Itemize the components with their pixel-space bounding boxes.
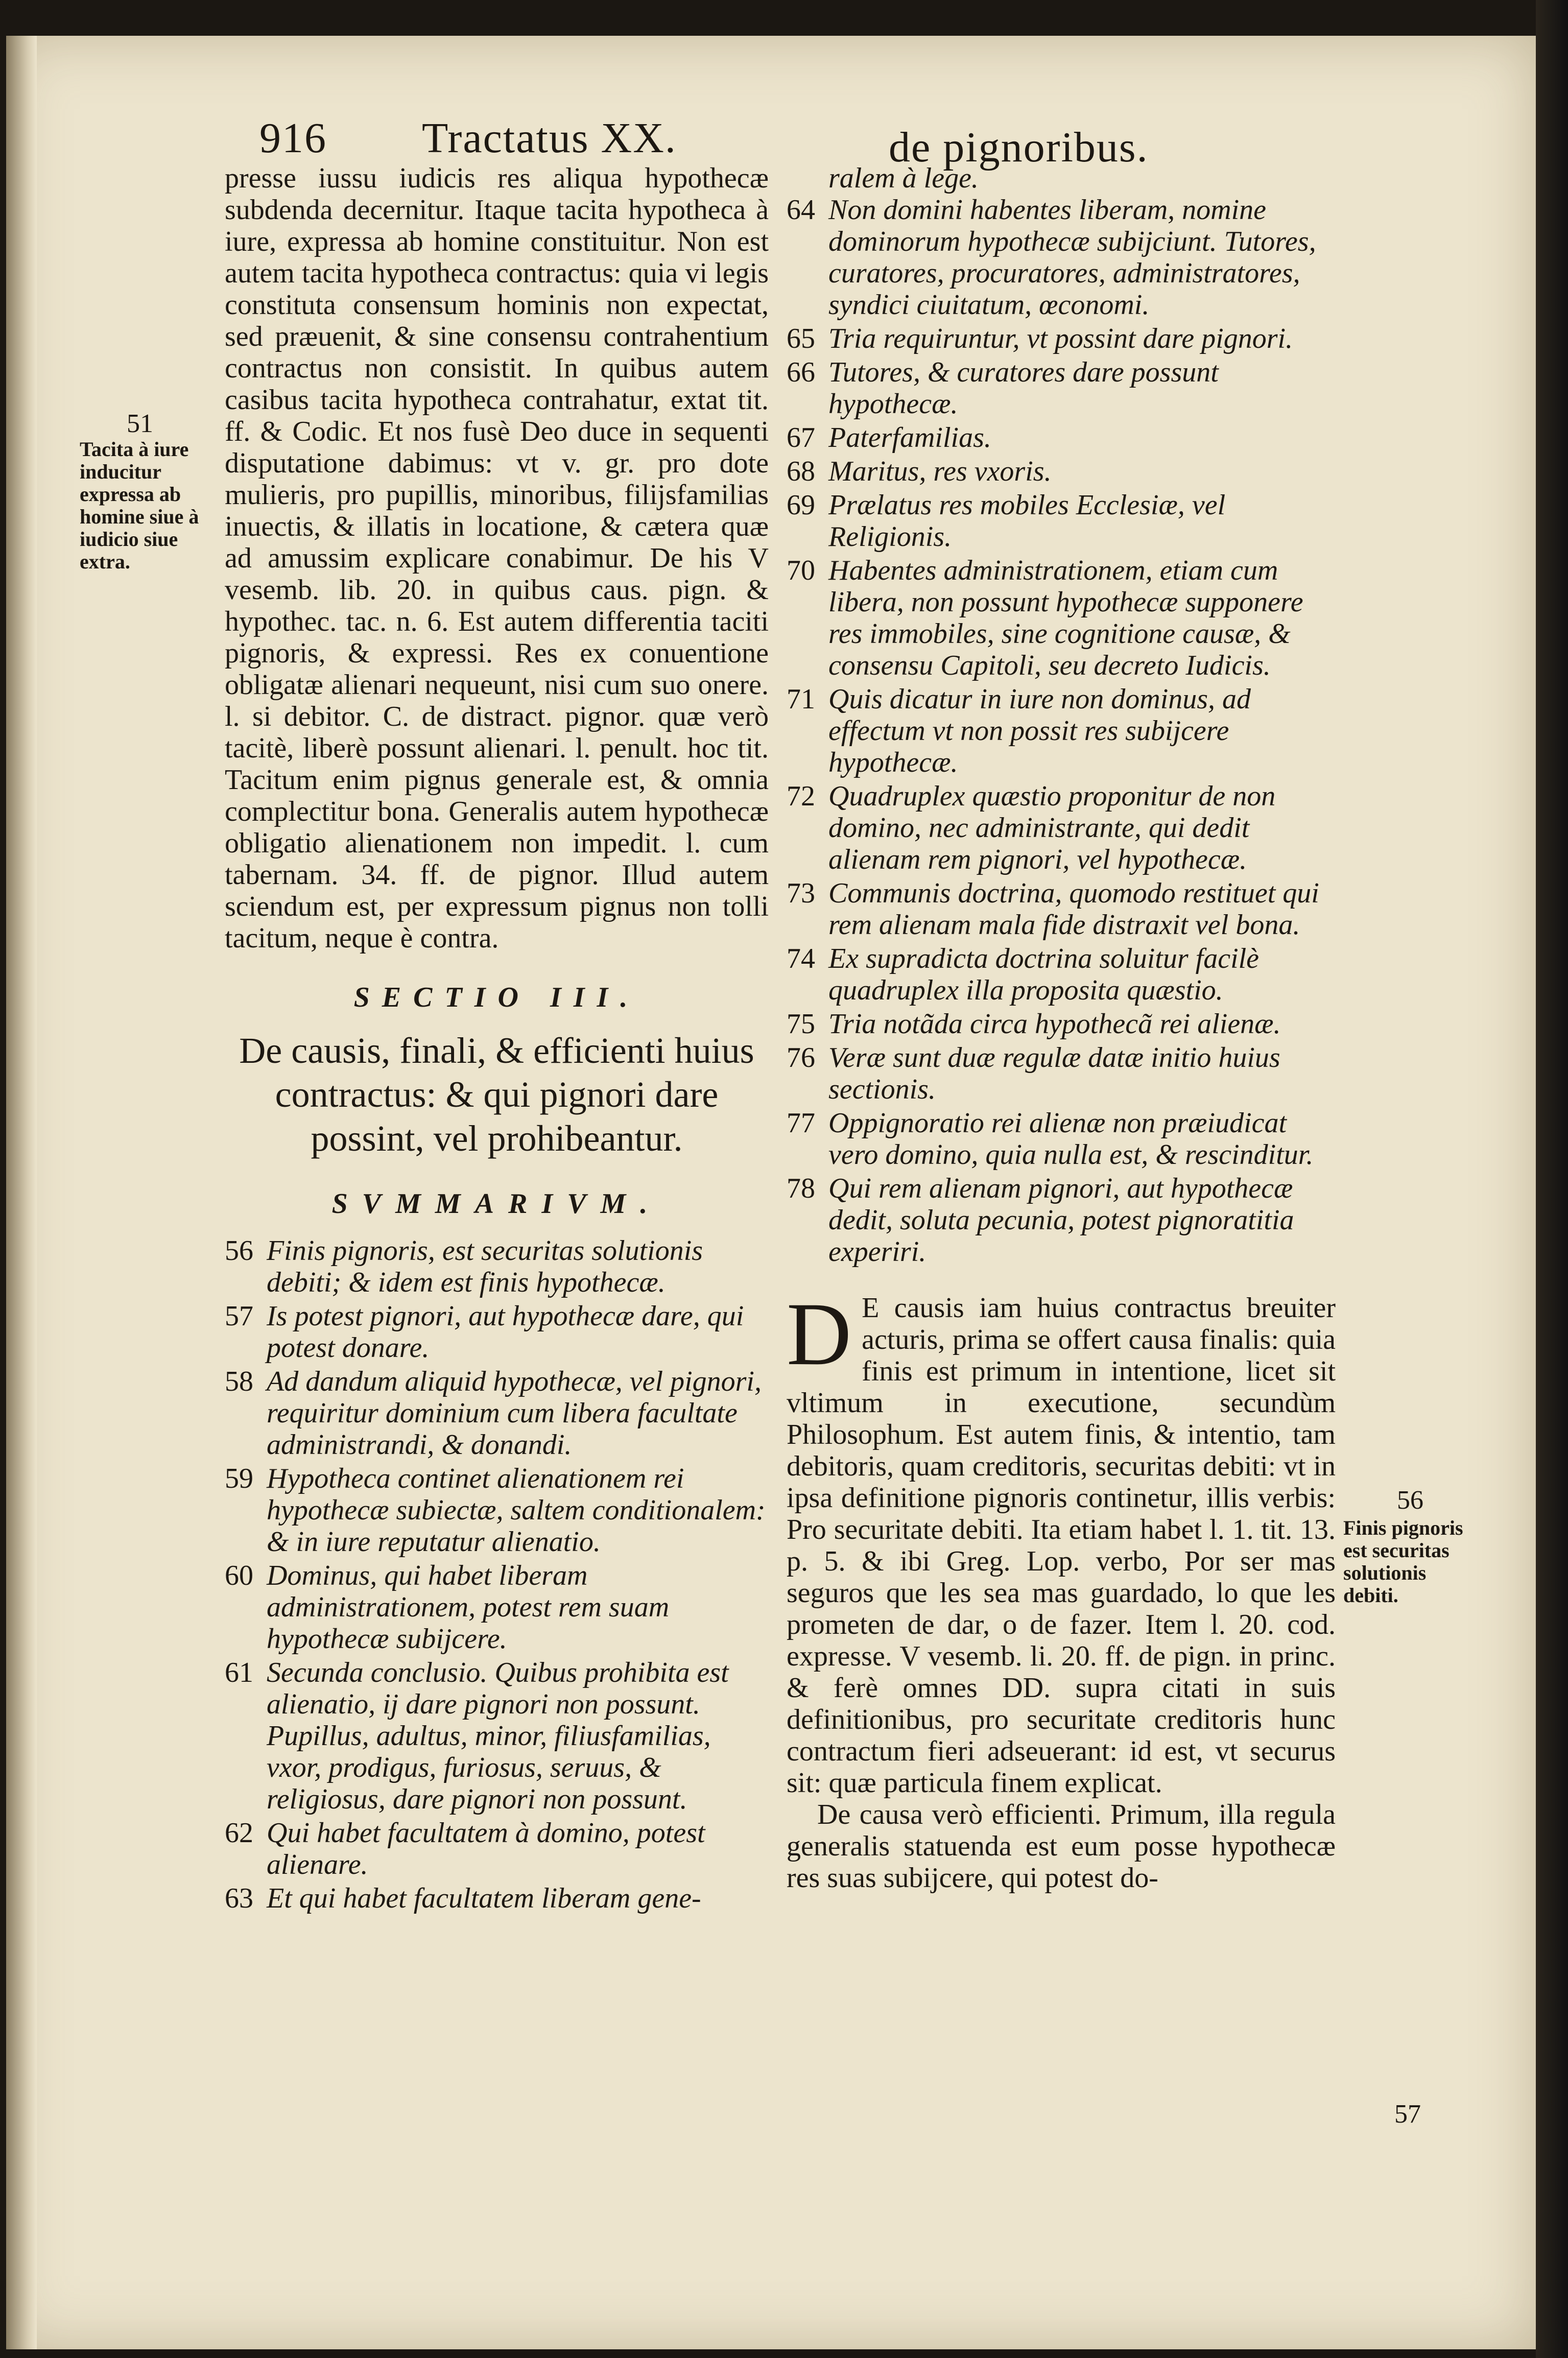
summary-item-number: 57 xyxy=(225,1300,253,1332)
summary-list xyxy=(787,194,1336,1268)
summary-item-text: Tria requiruntur, vt possint dare pignori. xyxy=(828,323,1293,354)
summary-item-number: 77 xyxy=(787,1107,815,1139)
summary-item-text: Communis doctrina, quomodo restituet qui rem alienam mala fide distraxit vel bona. xyxy=(828,877,1319,941)
margin-note-left: Tacita à iure inducitur expressa ab homine siue à iudicio siue extra. xyxy=(80,438,199,573)
summary-item xyxy=(225,1883,769,1914)
summary-item-text: Hypotheca continet alienationem rei hypothecæ subiectæ, saltem conditionalem: & in iure reputatur alienatio. xyxy=(267,1463,766,1558)
summary-item-number: 63 xyxy=(225,1883,253,1914)
summary-item-text: Oppignoratio rei alienæ non præiudicat vero domino, quia nulla est, & rescinditur. xyxy=(828,1107,1314,1171)
drop-cap: D xyxy=(787,1284,852,1384)
summary-item-text: Tria notãda circa hypothecã rei alienæ. xyxy=(828,1008,1281,1040)
summary-item-text: Qui habet facultatem à domino, potest alienare. xyxy=(267,1817,705,1880)
summary-item xyxy=(787,356,1336,420)
summary-item-number: 60 xyxy=(225,1560,253,1591)
summary-item-text: Is potest pignori, aut hypothecæ dare, qui potest donare. xyxy=(267,1300,744,1364)
summary-item-text: Habentes administrationem, etiam cum libera, non possunt hypothecæ supponere res immobiles, sine cognitione causæ, & consensu Capitoli, seu decreto Iudicis. xyxy=(828,555,1303,681)
page-binding xyxy=(6,36,37,2349)
body-paragraph: E causis iam huius contractus breuiter acturis, prima se offert causa finalis: quia finis est primum in intentione, licet sit vltimum in executione, secundùm Philosophum. Est autem finis, & intentio, tam debitoris, quam creditoris, securitas debiti: vt in ipsa definitione pignoris continetur, illis verbis: Pro securitate debiti. Ita etiam habet l. 1. tit. 13. p. 5. & ibi Greg. Lop. verbo, Por ser mas seguros que les sea mas guardado, lo que les prometen de dar, o de fazer. Item l. 20. cod. expresse. V vesemb. li. 20. ff. de pign. in princ. & ferè omnes DD. supra citati in suis definitionibus, pro securitate creditoris hunc contractum fieri adseuerant: id est, vt securus sit: quæ particula finem explicat. xyxy=(787,1292,1336,1799)
summary-item-text: Qui rem alienam pignori, aut hypothecæ dedit, soluta pecunia, potest pignoratitia experiri. xyxy=(828,1173,1294,1268)
right-column xyxy=(787,162,1336,1894)
summary-item-text: Tutores, & curatores dare possunt hypothecæ. xyxy=(828,356,1219,420)
margin-note-number: 56 xyxy=(1397,1486,1423,1515)
summary-item xyxy=(787,456,1336,487)
summary-item xyxy=(225,1657,769,1815)
section-heading: De causis, finali, & efficienti huius contractus: & qui pignori dare possint, vel prohibeantur. xyxy=(239,1030,754,1159)
summary-item-number: 62 xyxy=(225,1817,253,1849)
running-title-left: Tractatus XX. xyxy=(422,114,677,162)
summary-item-number: 76 xyxy=(787,1042,815,1074)
summary-item xyxy=(787,1042,1336,1105)
summary-item-text: Quadruplex quæstio proponitur de non domino, nec administrante, qui dedit alienam rem pignori, vel hypothecæ. xyxy=(828,780,1276,875)
summary-item-number: 58 xyxy=(225,1366,253,1397)
summary-item xyxy=(225,1463,769,1558)
summary-item-number: 68 xyxy=(787,456,815,487)
summary-item-text: Et qui habet facultatem liberam gene- xyxy=(267,1883,701,1914)
section-label: SECTIO III. xyxy=(353,982,640,1013)
summary-item-text: Prælatus res mobiles Ecclesiæ, vel Religionis. xyxy=(828,489,1226,553)
left-column xyxy=(225,162,769,1916)
summary-item-text: Quis dicatur in iure non dominus, ad effectum vt non possit res subijcere hypothecæ. xyxy=(828,683,1251,778)
summary-item-number: 74 xyxy=(787,943,815,974)
summary-item xyxy=(225,1366,769,1461)
summary-item xyxy=(787,1008,1336,1040)
summary-item xyxy=(787,194,1336,321)
page-number: 916 xyxy=(259,114,327,162)
body-paragraph: presse iussu iudicis res aliqua hypothecæ subdenda decernitur. Itaque tacita hypotheca à iure, expressa ab homine constituitur. Non est autem tacita hypotheca contractus: quia vi legis constituta consensum hominis non expectat, sed præuenit, & sine consensu contrahentium contractus non consistit. In quibus autem casibus tacita hypotheca contrahatur, extat tit. ff. & Codic. Et nos fusè Deo duce in sequenti disputatione dabimus: vt v. gr. pro dote mulieris, pro pupillis, minoribus, filijsfamilias inuectis, & illatis in locatione, & cætera quæ ad amussim explicare conabimur. De his V vesemb. lib. 20. in quibus caus. pign. & hypothec. tac. n. 6. Est autem differentia taciti pignoris, & expressi. Res ex conuentione obligatæ alienari nequeunt, nisi cum suo onere. l. si debitor. C. de distract. pignor. quæ verò tacitè, liberè possunt alienari. l. penult. hoc tit. Tacitum enim pignus generale est, & omnia complectitur bona. Generalis autem hypothecæ obligatio alienationem non impedit. l. cum tabernam. 34. ff. de pignor. Illud autem sciendum est, per expressum pignus non tolli tacitum, neque è contra. xyxy=(225,162,769,954)
summary-item-number: 72 xyxy=(787,780,815,812)
summary-item-text: Paterfamilias. xyxy=(828,422,991,454)
summary-item-number: 56 xyxy=(225,1235,253,1267)
summary-item xyxy=(787,1173,1336,1268)
summary-item-number: 67 xyxy=(787,422,815,454)
summary-item-text: Ad dandum aliquid hypothecæ, vel pignori, requiritur dominium cum libera facultate administrandi, & donandi. xyxy=(267,1366,762,1461)
summary-item xyxy=(787,323,1336,354)
summary-item-number: 73 xyxy=(787,877,815,909)
summary-item xyxy=(787,422,1336,454)
summary-item-text: Non domini habentes liberam, nomine dominorum hypothecæ subijciunt. Tutores, curatores, procuratores, administratores, syndici ciuitatum, œconomi. xyxy=(828,194,1316,321)
summary-item xyxy=(787,780,1336,875)
summary-item xyxy=(787,943,1336,1006)
summary-item xyxy=(787,555,1336,681)
summary-item-text: Veræ sunt duæ regulæ datæ initio huius sectionis. xyxy=(828,1042,1280,1105)
summarium-label: SVMMARIVM. xyxy=(331,1188,662,1220)
margin-note-number: 51 xyxy=(127,409,153,438)
summary-item-number: 78 xyxy=(787,1173,815,1204)
summary-item xyxy=(225,1560,769,1655)
summary-item xyxy=(225,1235,769,1298)
summary-item xyxy=(787,877,1336,941)
summary-item-number: 71 xyxy=(787,683,815,715)
margin-note-number: 57 xyxy=(1394,2100,1421,2129)
summary-item-number: 66 xyxy=(787,356,815,388)
summary-item-number: 75 xyxy=(787,1008,815,1040)
summary-item xyxy=(225,1817,769,1880)
summary-item-text: Ex supradicta doctrina soluitur facilè quadruplex illa proposita quæstio. xyxy=(828,943,1260,1006)
summary-item-number: 61 xyxy=(225,1657,253,1688)
summary-item-number: 64 xyxy=(787,194,815,226)
margin-note-right: Finis pignoris est securitas solutionis debiti. xyxy=(1343,1516,1463,1607)
summary-list xyxy=(225,1235,769,1914)
summary-continuation: ralem à lege. xyxy=(828,162,979,194)
summary-item xyxy=(787,489,1336,553)
summary-item-text: Dominus, qui habet liberam administrationem, potest rem suam hypothecæ subijcere. xyxy=(267,1560,670,1655)
summary-item-number: 59 xyxy=(225,1463,253,1494)
summary-item-number: 69 xyxy=(787,489,815,521)
summary-item-number: 70 xyxy=(787,555,815,586)
running-title-right: de pignoribus. xyxy=(889,124,1149,171)
summary-item xyxy=(787,683,1336,778)
page-edge xyxy=(1536,0,1568,2358)
body-paragraph: De causa verò efficienti. Primum, illa regula generalis statuenda est eum posse hypothecæ res suas subijcere, qui potest do- xyxy=(787,1799,1336,1894)
summary-item-number: 65 xyxy=(787,323,815,354)
summary-item xyxy=(787,1107,1336,1171)
summary-item-text: Maritus, res vxoris. xyxy=(828,456,1052,487)
summary-item-text: Finis pignoris, est securitas solutionis debiti; & idem est finis hypothecæ. xyxy=(267,1235,703,1298)
summary-item-text: Secunda conclusio. Quibus prohibita est alienatio, ij dare pignori non possunt. Pupillus, adultus, minor, filiusfamilias, vxor, prodigus, furiosus, seruus, & religiosus, dare pignori non possunt. xyxy=(267,1657,729,1815)
summary-item xyxy=(225,1300,769,1364)
